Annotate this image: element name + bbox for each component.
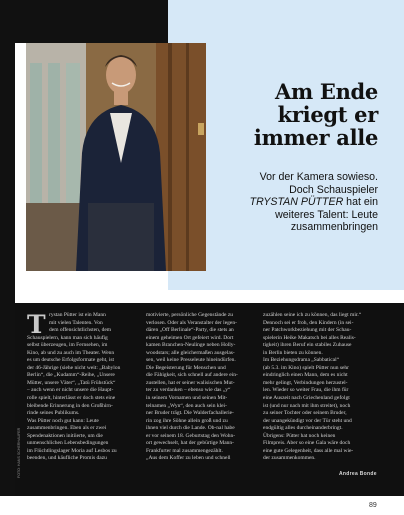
body-line: zu seiner Tochter oder seinem Bruder, [263, 410, 347, 417]
headline [200, 80, 378, 149]
body-line: motivierte, persönliche Gegenstände zu [146, 312, 234, 318]
top-dark-band [0, 0, 168, 43]
body-line: Übrigens: Pütter hat noch keinen [263, 432, 336, 439]
body-line: eindringlich einen Mann, dem es nicht [263, 372, 348, 379]
body-line: bleibende Erinnerung in den Großhirn- [27, 402, 113, 409]
deck-line-1: Vor der Kamera sowieso. [259, 171, 378, 183]
body-line: Was Pütter noch gut kann: Leute [27, 417, 99, 424]
body-line: im Flüchtlingslager Moria auf Lesbos zu [27, 447, 117, 454]
body-line: ter zu verdanken – ebenso wie das „y“ [146, 387, 231, 394]
body-line: zusammenbringen. Eben als er zwei [27, 425, 107, 432]
body-line: rystan Pütter ist ein Mann [49, 312, 106, 318]
body-line: Dennoch sei er froh, den Kindern (in sei- [263, 319, 354, 326]
page-number: 89 [369, 502, 377, 509]
body-line: es um deutsche Erfolgsformate geht, ist [27, 357, 115, 364]
body-line: rolle spielt, hinterlässt er doch stets eine [27, 395, 116, 402]
headline-line-2: kriegt er [277, 102, 378, 127]
body-line: zustellen, hat er seiner walisischen Mut- [146, 379, 235, 386]
body-line: woodstars; alle gleichermaßen ausgelas- [146, 349, 235, 356]
body-line: er vor seinem 18. Geburtstag den Wohn- [146, 432, 236, 439]
body-line: eine gute Gelegenheit, dass alle mal wie- [263, 447, 354, 454]
body-line: die Fähigkeit, sich schnell auf andere ein- [146, 372, 238, 379]
body-line: telnamen „Wyn“, den auch sein klei- [146, 402, 227, 409]
deck-line-3 [212, 196, 378, 209]
body-line: Spendenaktionen initiierte, um die [27, 432, 103, 439]
body-line: beenden, und käufliche Promis dazu [27, 455, 107, 462]
photo-credit: FOTO: HANS SCHERHAUFER [17, 427, 21, 478]
body-line: tigkeit) ihren Beruf ein stabiles Zuhause [263, 342, 352, 349]
left-dark-strip [0, 0, 15, 496]
body-line: ner Patchworkbeziehung mit der Schau- [263, 327, 352, 334]
body-line: len. Wieder so weiter Frau, die ihm für [263, 387, 349, 394]
body-line: ort gewechselt, hat der gebürtige Mann- [146, 440, 234, 447]
author-signature: Andrea Bonde [339, 471, 377, 477]
headline-line-1: Am Ende [274, 79, 378, 104]
actor-name: TRYSTAN PÜTTER [249, 196, 344, 209]
body-line: rinde seines Publikums. [27, 410, 80, 417]
body-line: (ab 5.3. im Kino) spielt Pütter nun sehr [263, 364, 350, 371]
body-line: der 46-Jährige (siehe nicht weit: „Babylon [27, 364, 121, 371]
body-line: endgültig alles durcheinanderbringt. [263, 425, 343, 432]
body-line: spielerin Heike Makatsch bei alles Realis- [263, 334, 356, 341]
body-line: Filmpreis. Aber so eine Gala wäre doch [263, 440, 351, 447]
body-line: der unangekündigt vor der Tür steht und [263, 417, 352, 424]
body-line: Im Beziehungsdrama „Sabbatical“ [263, 357, 340, 364]
body-line: dem offensichtlichsten, dem [49, 327, 112, 334]
body-line: – auch wenn er nicht unsere die Haupt- [27, 387, 114, 394]
body-line: rin zog ihre Söhne allein groß und zu [146, 417, 228, 424]
headline-line-3: immer alle [253, 125, 378, 150]
body-line: Mütter, unsere Väter“, „Tatü Frühstück“ [27, 379, 116, 386]
body-line: unmenschlichen Lebensbedingungen [27, 440, 109, 447]
body-line: in Berlin bieten zu können. [263, 349, 323, 356]
body-column-3 [263, 312, 378, 463]
deck-line-4: weiteres Talent: Leute [275, 208, 378, 221]
body-line: „Aus dem Koffer zu leben und schnell [146, 455, 231, 462]
deck-line-3-tail: hat ein [343, 196, 378, 209]
body-line: verlosen. Oder als Veranstalter der legen- [146, 319, 237, 326]
body-column-2 [146, 312, 260, 463]
body-line: kamen Branchen-Neulinge neben Holly- [146, 342, 236, 349]
body-line: selbst überzeugen, im Fernsehen, im [27, 342, 108, 349]
body-line: Kino, ab und zu auch im Theater. Wenn [27, 349, 115, 356]
body-line: der zusammenkommen. [263, 455, 316, 462]
body-line: Schauspielern, kann man sich häufig [27, 334, 108, 341]
body-line: mit vielen Talenten. Von [49, 319, 103, 326]
body-column-1 [27, 312, 141, 463]
body-line: sen, weil keine Presseleute hineindürfen. [146, 357, 236, 364]
body-line: ihnen viel durch die Lande. Ob-nal habe [146, 425, 235, 432]
body-line: mehr gelingt, Verbindungen herzustel- [263, 379, 348, 386]
deck-line-2: Doch Schauspieler [289, 183, 378, 196]
deck-text [212, 171, 378, 234]
body-line: zuzählen seine ich zu können, das liegt mir.“ [263, 312, 362, 318]
body-line: Frankfurter mal zusammengezählt. [146, 447, 223, 454]
body-line: eine Auszeit nach Griechenland gefolgt [263, 395, 350, 402]
body-line: in seinem Vornamen und seinen Mit- [146, 395, 228, 402]
body-line: Die Begeisterung für Menschen und [146, 364, 226, 371]
portrait-photo [26, 43, 206, 271]
drop-cap: T [27, 310, 46, 339]
deck-line-5: zusammenbringen [290, 221, 378, 234]
body-line: einem geheimen Ort gefeiert wird. Dort [146, 334, 234, 341]
body-line: ner Bruder trägt. Die Walderfachallerie- [146, 410, 234, 417]
body-line: dären „Off Berlinale“-Party, die stets an [146, 327, 234, 334]
body-line: Berlin“, die „Kudamm“-Reihe, „Unsere [27, 372, 115, 379]
body-line: ist (und nur nach mit ihm streitet), noch [263, 402, 351, 409]
